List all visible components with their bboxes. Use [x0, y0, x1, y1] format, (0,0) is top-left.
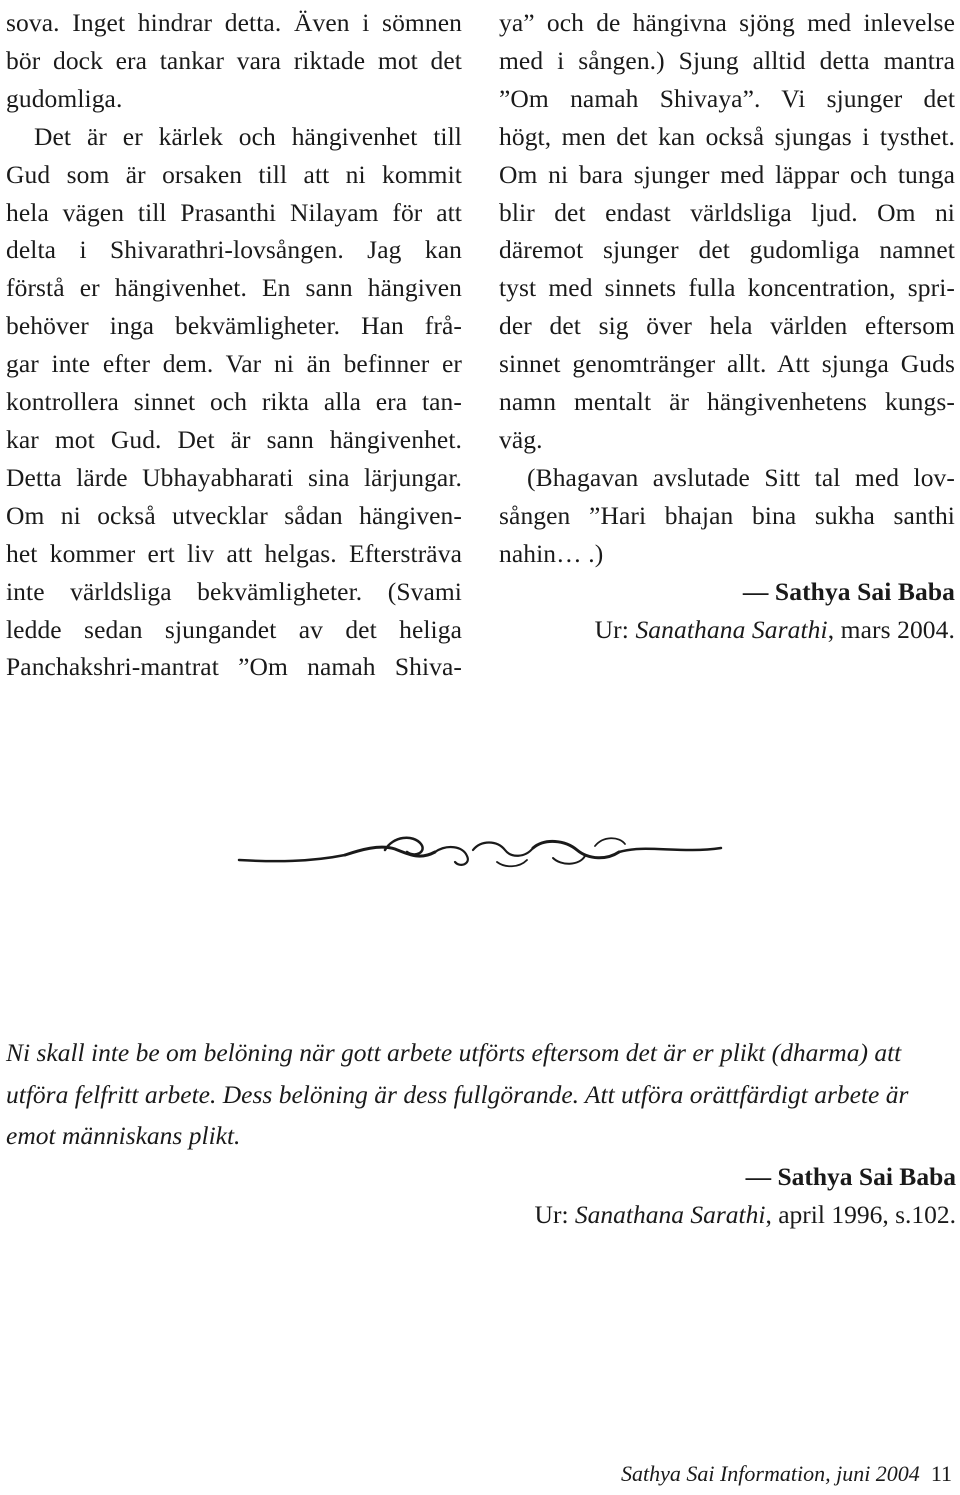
body-line: ”Om namah Shivaya”. Vi sjunger det — [499, 83, 955, 113]
body-line: inte världsliga bekvämligheter. (Svami — [6, 576, 462, 606]
body-line: (Bhagavan avslutade Sitt tal med lov- — [527, 462, 955, 492]
quote-attribution — [356, 1158, 956, 1234]
body-line: kar mot Gud. Det är sann hängivenhet. — [6, 424, 462, 454]
decorative-flourish-divider — [235, 822, 725, 882]
body-line: Panchakshri-mantrat ”Om namah Shiva- — [6, 652, 462, 682]
publication-name: Sathya Sai Information, juni 2004 — [620, 1461, 920, 1486]
left-text-column — [6, 4, 462, 686]
body-line: hela vägen till Prasanthi Nilayam för att — [6, 197, 462, 227]
body-line: Det är er kärlek och hängivenhet till — [34, 121, 462, 151]
body-line: gar inte efter dem. Var ni än befinner er — [6, 349, 462, 379]
body-line: bör dock era tankar vara riktade mot det — [6, 45, 462, 75]
body-line: sova. Inget hindrar detta. Även i sömnen — [6, 8, 462, 37]
body-line: namn mentalt är hängivenhetens kungs- — [499, 387, 955, 417]
body-line: delta i Shivarathri-lovsången. Jag kan — [6, 235, 462, 265]
page-footer — [621, 1461, 952, 1487]
italic-quote: Ni skall inte be om belöning när gott arbete utförts eftersom det är er plikt (dharma) att utföra felfritt arbete. Dess belöning är dess fullgörande. Att utföra orättfärdigt arbete är emot människans plikt. — [6, 1038, 909, 1150]
source-title: Sanathana Sarathi — [574, 1200, 766, 1229]
body-line: sinnet genomtränger allt. Att sjunga Guds — [499, 349, 955, 379]
source-citation: Ur: Sanathana Sarathi, april 1996, s.102. — [534, 1200, 956, 1229]
body-line: blir det endast världsliga ljud. Om ni — [499, 197, 955, 227]
body-line: kontrollera sinnet och rikta alla era tan- — [6, 387, 462, 417]
body-line: väg. — [499, 424, 543, 454]
body-line: förstå er hängivenhet. En sann hängiven — [6, 273, 462, 303]
body-line: tyst med sinnets fulla koncentration, spri- — [499, 273, 955, 303]
body-line: gudomliga. — [6, 83, 123, 113]
signature: — Sathya Sai Baba — [742, 576, 955, 606]
page-number: 11 — [930, 1461, 952, 1486]
signature: — Sathya Sai Baba — [745, 1162, 956, 1191]
source-citation: Ur: Sanathana Sarathi, mars 2004. — [594, 614, 955, 644]
body-line: Om ni också utvecklar sådan hängiven- — [6, 500, 462, 530]
body-line: behöver inga bekvämligheter. Han frå- — [6, 311, 462, 341]
body-line: der det sig över hela världen eftersom — [499, 311, 955, 341]
body-line: med i sången.) Sjung alltid detta mantra — [499, 45, 955, 75]
body-line: nahin… .) — [499, 538, 604, 568]
body-line: Gud som är orsaken till att ni kommit — [6, 159, 462, 189]
body-line: ya” och de hängivna sjöng med inlevelse — [499, 8, 955, 37]
source-title: Sanathana Sarathi — [635, 614, 828, 644]
body-line: däremot sjunger det gudomliga namnet — [499, 235, 955, 265]
body-line: högt, men det kan också sjungas i tysthet. — [499, 121, 955, 151]
right-text-column — [499, 4, 955, 648]
body-line: Detta lärde Ubhayabharati sina lärjungar. — [6, 462, 462, 492]
body-line: ledde sedan sjungandet av det heliga — [6, 614, 462, 644]
body-line: Om ni bara sjunger med läppar och tunga — [499, 159, 955, 189]
body-line: sången ”Hari bhajan bina sukha santhi — [499, 500, 955, 530]
body-line: het kommer ert liv att helgas. Eftersträva — [6, 538, 462, 568]
